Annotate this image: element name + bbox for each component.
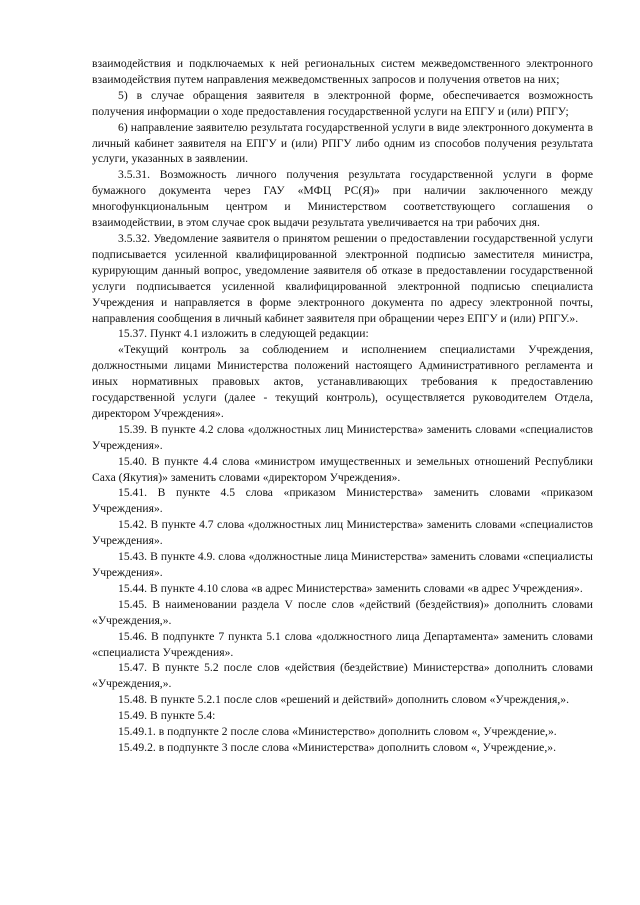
paragraph-15-46: 15.46. В подпункте 7 пункта 5.1 слова «должностного лица Департамента» заменить словами «специалиста Учреждения». xyxy=(92,629,593,659)
paragraph-15-43: 15.43. В пункте 4.9. слова «должностные лица Министерства» заменить словами «специалисты Учреждения». xyxy=(92,550,593,579)
paragraph-15-47: 15.47. В пункте 5.2 после слов «действия (бездействие) Министерства» дополнить словами «Учреждения,». xyxy=(92,661,593,691)
paragraph-15-49: 15.49. В пункте 5.4: xyxy=(118,709,216,723)
paragraph-15-44: 15.44. В пункте 4.10 слова «в адрес Министерства» заменить словами «в адрес Учреждения». xyxy=(118,581,583,595)
paragraph-continuation: взаимодействия и подключаемых к ней региональных систем межведомственного электронного взаимодействия путем направления межведомственных запросов и получения ответов на них; xyxy=(92,57,593,86)
paragraph-3-5-32: 3.5.32. Уведомление заявителя о принятом решении о предоставлении государственной услуги подписывается усиленной квалифицированной электронной подписью заместителя министра, курирующим данный вопрос, уведомление заявителя об отказе в предоставлении государственной услуги подписывается усиленной квалифицированной электронной подписью специалиста Учреждения и направляется в форме электронного документа по адресу электронной почты, направления сообщения в личный кабинет заявителя при обращении через ЕПГУ и (или) РПГУ.». xyxy=(92,231,593,325)
paragraph-15-42: 15.42. В пункте 4.7 слова «должностных лиц Министерства» заменить словами «специалистов Учреждения». xyxy=(92,518,593,548)
paragraph-quote-4-1: «Текущий контроль за соблюдением и исполнением специалистами Учреждения, должностными лицами Министерства положений настоящего Административного регламента и иных нормативных правовых актов, устанавливающих требования к предоставлению государственной услуги (далее - текущий контроль), осуществляется руководителем Отдела, директором Учреждения». xyxy=(92,343,593,420)
paragraph-item-6: 6) направление заявителю результата государственной услуги в виде электронного документа в личный кабинет заявителя на ЕПГУ и (или) РПГУ либо одним из способов получения результата услуги, указанных в заявлении. xyxy=(92,120,593,166)
paragraph-15-39: 15.39. В пункте 4.2 слова «должностных лиц Министерства» заменить словами «специалистов Учреждения». xyxy=(92,422,593,452)
paragraph-3-5-31: 3.5.31. Возможность личного получения результата государственной услуги в форме бумажного документа через ГАУ «МФЦ РС(Я)» при наличии заключенного между многофункциональным центром и Министерством соответствующего соглашения о взаимодействии, в этом случае срок выдачи результата увеличивается на три рабочих дня. xyxy=(92,168,593,230)
paragraph-15-49-1: 15.49.1. в подпункте 2 после слова «Министерство» дополнить словом «, Учреждение,». xyxy=(118,725,557,739)
paragraph-15-45: 15.45. В наименовании раздела V после слов «действий (бездействия)» дополнить словами «Учреждения,». xyxy=(92,597,593,627)
paragraph-15-37: 15.37. Пункт 4.1 изложить в следующей редакции: xyxy=(118,327,369,341)
paragraph-15-41: 15.41. В пункте 4.5 слова «приказом Министерства» заменить словами «приказом Учреждения». xyxy=(92,486,593,516)
paragraph-item-5: 5) в случае обращения заявителя в электронной форме, обеспечивается возможность получения информации о ходе предоставления государственной услуги на ЕПГУ и (или) РПГУ; xyxy=(92,88,593,118)
paragraph-15-49-2: 15.49.2. в подпункте 3 после слова «Министерства» дополнить словом «, Учреждение,». xyxy=(118,740,556,754)
document-page xyxy=(92,56,593,756)
paragraph-15-40: 15.40. В пункте 4.4 слова «министром имущественных и земельных отношений Республики Саха (Якутия)» заменить словами «директором Учреждения». xyxy=(92,454,593,484)
paragraph-15-48: 15.48. В пункте 5.2.1 после слов «решений и действий» дополнить словом «Учреждения,». xyxy=(118,693,570,707)
